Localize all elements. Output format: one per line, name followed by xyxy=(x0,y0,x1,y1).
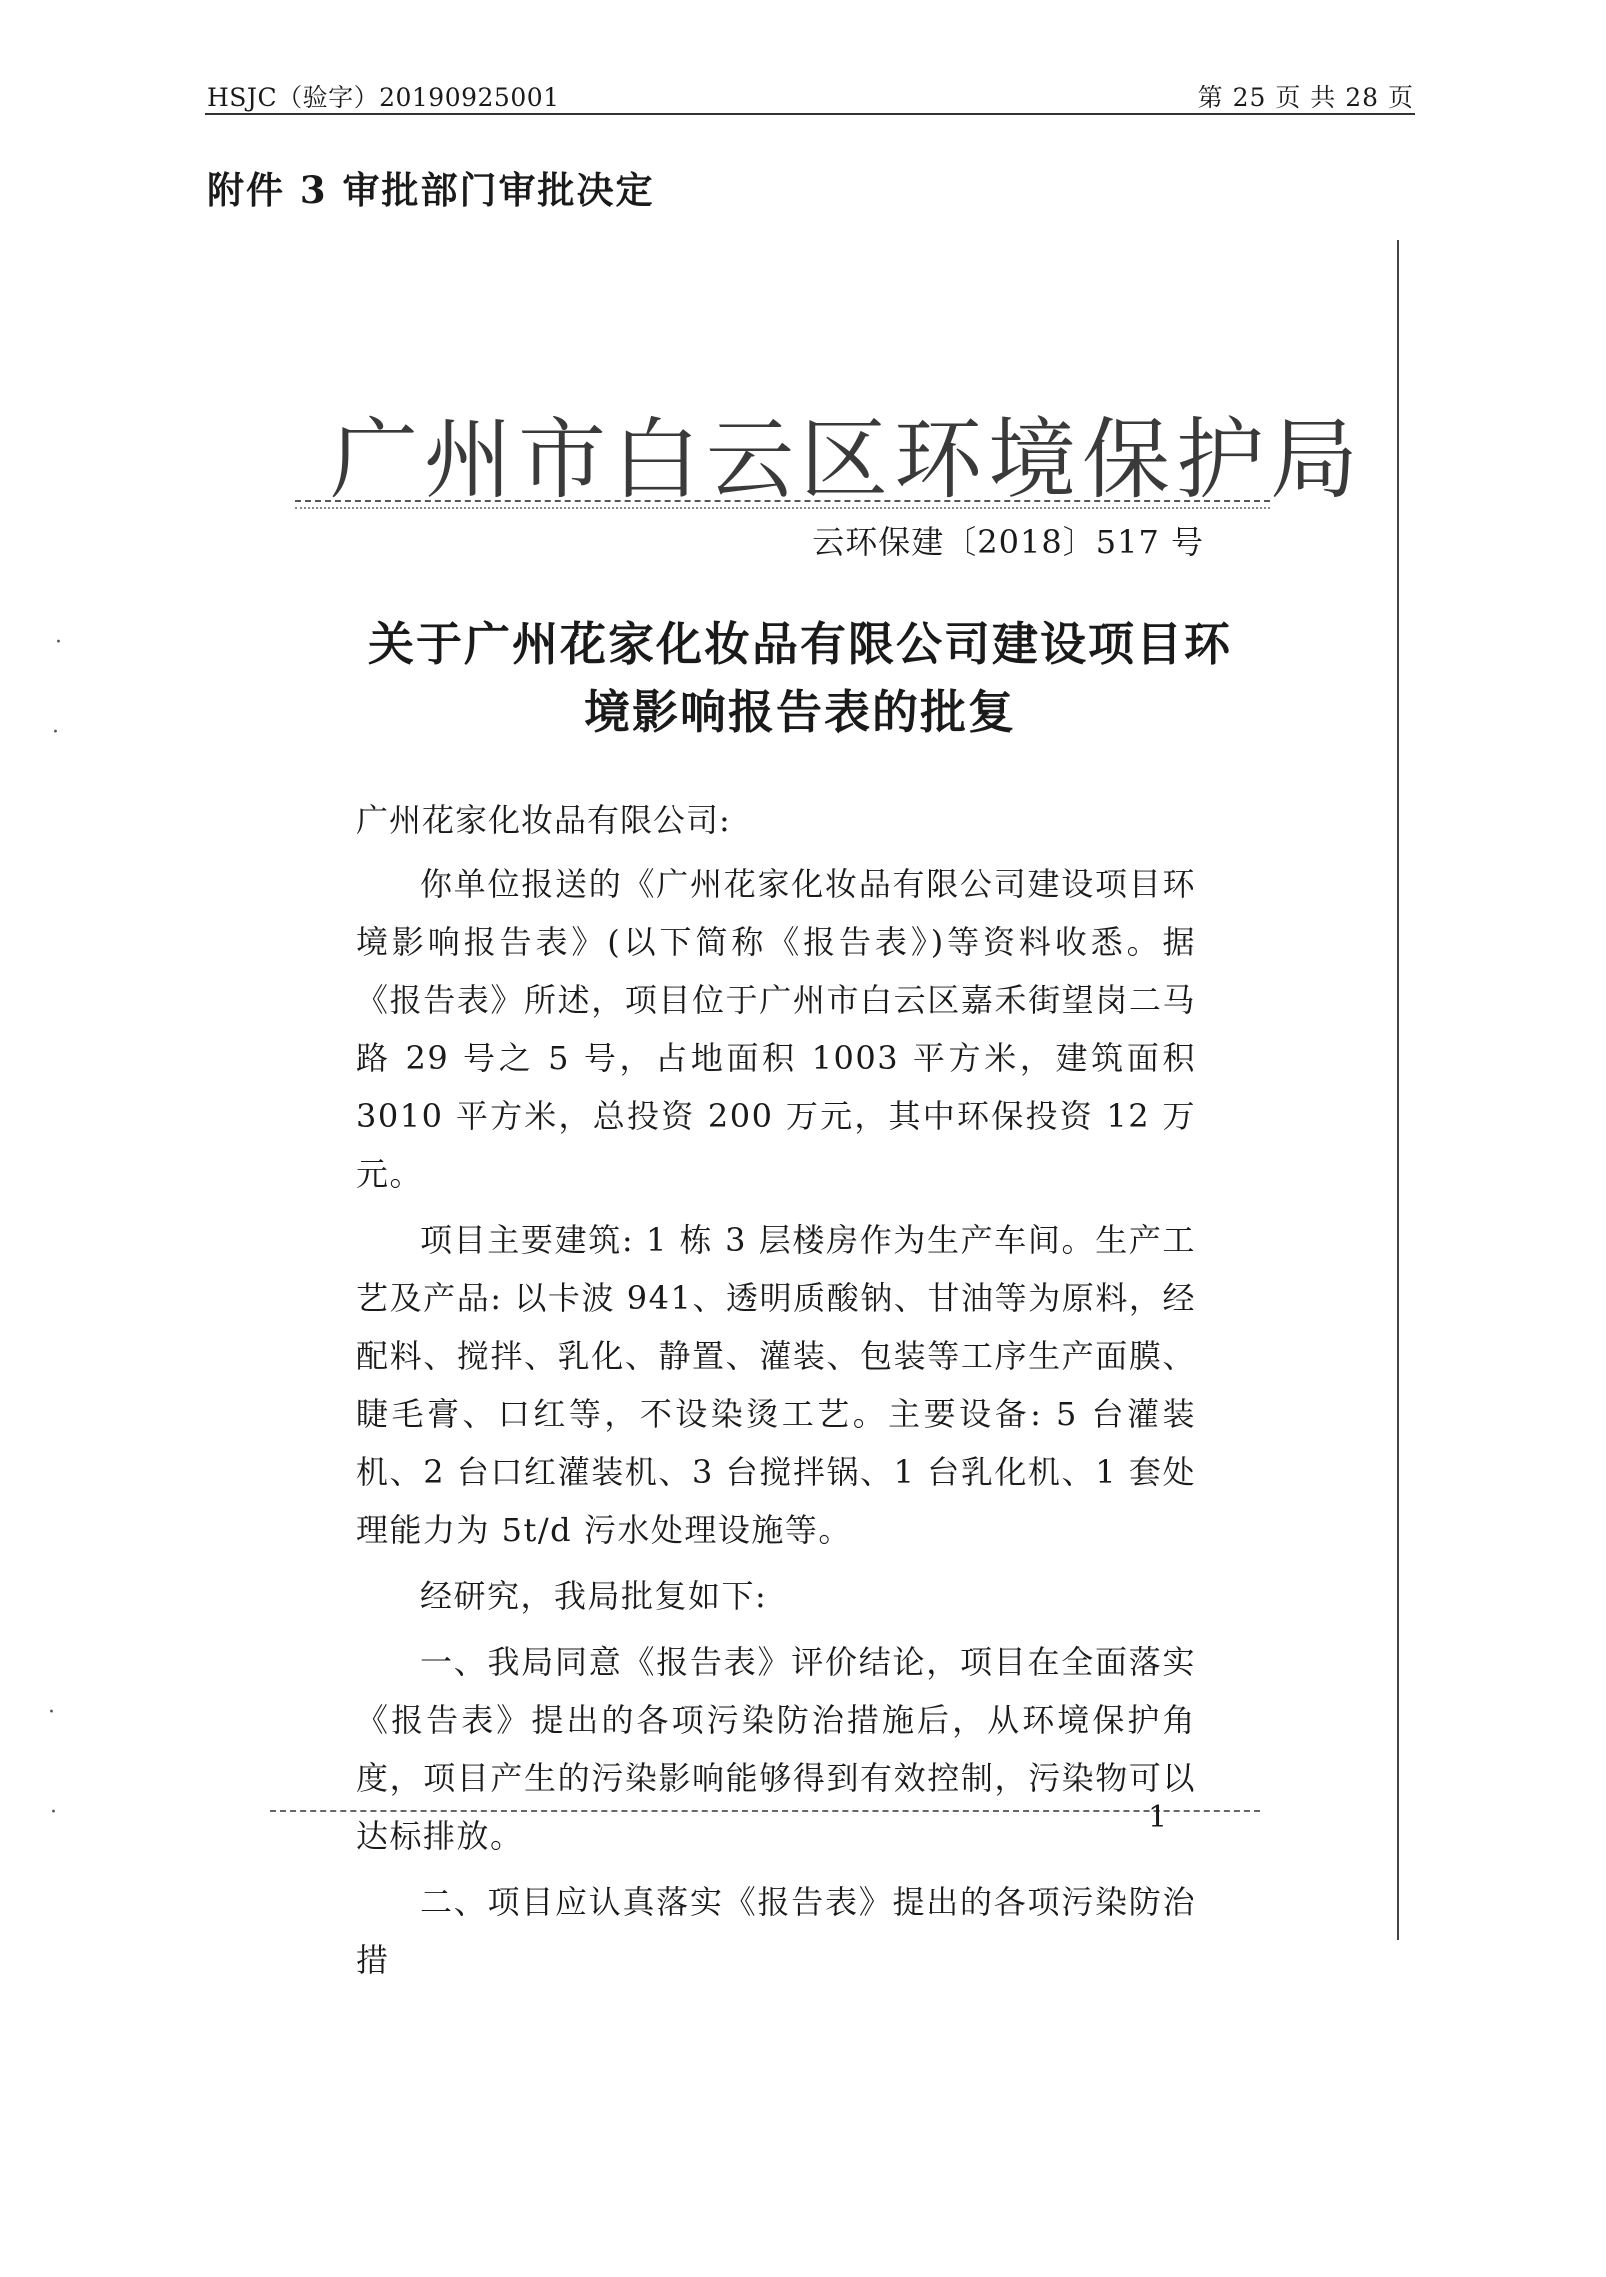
header-divider xyxy=(205,113,1415,115)
scan-speck-mark: · xyxy=(50,1800,57,1825)
document-number: 云环保建〔2018〕517 号 xyxy=(812,523,1204,561)
document-title xyxy=(300,610,1300,746)
page-indicator: 第 25 页 共 28 页 xyxy=(1197,83,1414,112)
paragraph: 项目主要建筑: 1 栋 3 层楼房作为生产车间。生产工艺及产品: 以卡波 941、透明质酸钠、甘油等为原料，经配料、搅拌、乳化、静置、灌装、包装等工序生产面膜、睫毛膏、口红等，不设染烫工艺。主要设备: 5 台灌装机、2 台口红灌装机、3 台搅拌锅、1 台乳化机、1 套处理能力为 5t/d 污水处理设施等。 xyxy=(356,1221,1196,1549)
document-title-line-1: 关于广州花家化妆品有限公司建设项目环 xyxy=(368,617,1232,671)
attachment-title: 附件 3 审批部门审批决定 xyxy=(207,168,655,212)
scan-edge-line xyxy=(1397,240,1399,1940)
agency-letterhead: 广州市白云区环境保护局 xyxy=(330,408,1365,511)
letterhead-divider xyxy=(295,500,1270,509)
paragraph: 经研究，我局批复如下: xyxy=(420,1577,768,1615)
scan-speck-mark: · xyxy=(48,1700,55,1725)
paragraph: 二、项目应认真落实《报告表》提出的各项污染防治措 xyxy=(356,1883,1196,1979)
report-code: HSJC（验字）20190925001 xyxy=(207,83,560,112)
paragraph: 一、我局同意《报告表》评价结论，项目在全面落实《报告表》提出的各项污染防治措施后，从环境保护角度，项目产生的污染影响能够得到有效控制，污染物可以达标排放。 xyxy=(356,1643,1196,1855)
addressee: 广州花家化妆品有限公司: xyxy=(356,801,731,839)
footer-divider xyxy=(270,1810,1260,1815)
scan-speck-mark: · xyxy=(55,630,62,655)
paragraph: 你单位报送的《广州花家化妆品有限公司建设项目环境影响报告表》(以下简称《报告表》)等资料收悉。据《报告表》所述，项目位于广州市白云区嘉禾街望岗二马路 29 号之 5 号，占地面积 1003 平方米，建筑面积 3010 平方米，总投资 200 万元，其中环保投资 12 万元。 xyxy=(356,865,1196,1193)
document-body xyxy=(356,855,1196,1997)
page-number: 1 xyxy=(1148,1800,1168,1835)
document-title-line-2: 境影响报告表的批复 xyxy=(584,685,1016,739)
scan-speck-mark: · xyxy=(52,720,59,745)
